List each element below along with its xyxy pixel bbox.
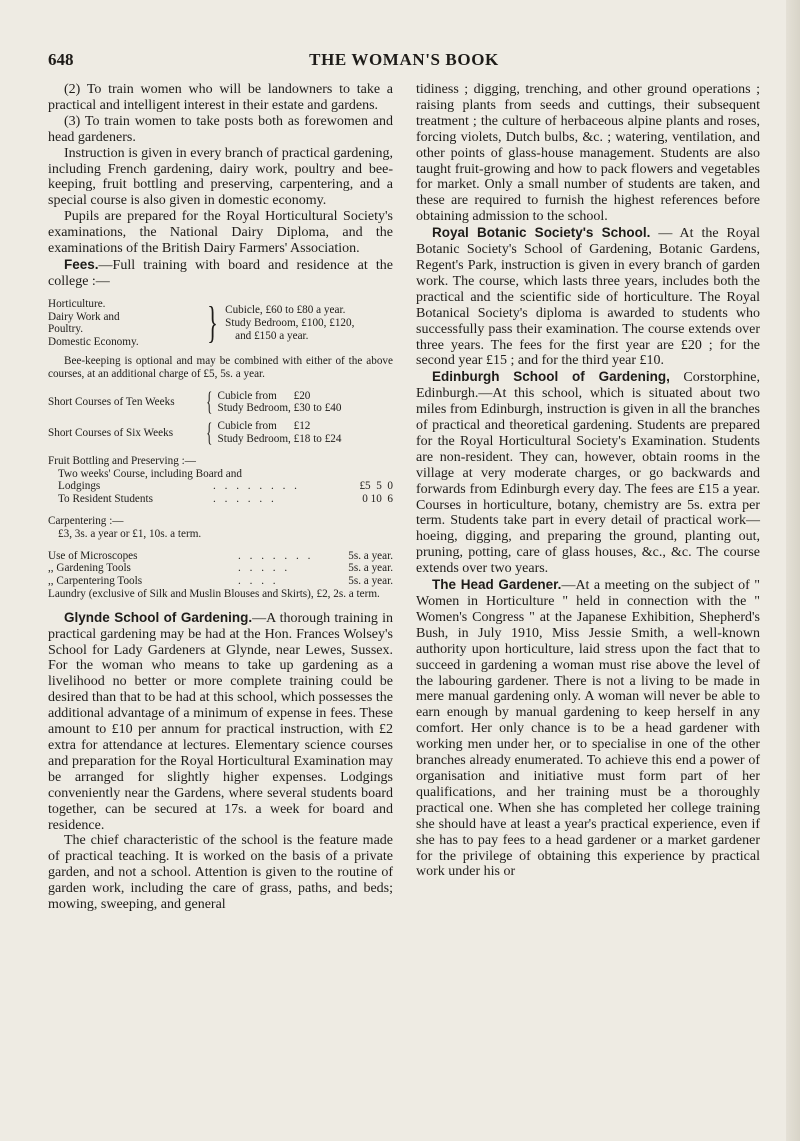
edinburgh-paragraph [416, 369, 760, 577]
brace-glyph: } [207, 298, 218, 348]
short-course-six [48, 417, 393, 447]
paragraph: tidiness ; digging, trenching, and other ground operations ; raising plants from seeds and cuttings, their subsequent treatment ; the culture of herbaceous alpine plants and roses, forcing violets, Dutch bulbs, &c. ; watering, ventilation, and other points of glass-house management. Students are also taught fruit-growing and how to pack flowers and vegetables for market. Only a small number of students are taken, and these are required to furnish the highest references before obtaining admission to the school. [416, 82, 760, 225]
head-gardener-text: —At a meeting on the subject of " Women in Horticulture " held in connection with the " Women's Congress " at the Japanese Exhibition, Shepherd's Bush, in July 1910, Miss Jessie Smith, a well-known authority upon horticulture, laid stress upon the fact that to succeed in gardening a woman must rise above the level of the labouring gardener. There is not a living to be made in mere manual gardening only. A woman will never be able to earn enough by manual gardening to keep herself in any comfort. Her only chance is to be a head gardener with working men under her, or to specialise in one of the other branches already enumerated. To achieve this end a power of organisation and initiative must form part of her qualifications, and her training must be a thoroughly practical one. When she has completed her college training she should have at least a year's practical experience, even if she has to pay fees to a head gardener or a market gardener for the privilege of obtaining this experience by practical work under his or [416, 578, 760, 880]
carp-line: £3, 3s. a year or £1, 10s. a term. [58, 527, 202, 540]
fruit-bottling-fees [48, 455, 393, 506]
fee-line: Cubicle, £60 to £80 a year. [225, 304, 346, 317]
section-heading: Glynde School of Gardening. [64, 609, 253, 625]
bee-keeping-note: Bee-keeping is optional and may be combined with either of the above courses, at an additional charge of £5, 5s. a year. [48, 354, 393, 380]
right-column [416, 82, 760, 880]
carp-title: Carpentering :— [48, 514, 124, 527]
fee-value: £5 5 0 [359, 480, 393, 493]
left-column [48, 82, 393, 913]
fee-label: To Resident Students [58, 493, 153, 506]
royal-botanic-paragraph [416, 225, 760, 369]
fee-value: 0 10 6 [362, 493, 393, 506]
leader-dots: . . . . [238, 575, 279, 588]
course-label: Domestic Economy. [48, 336, 139, 349]
fee-label: ,, Carpentering Tools [48, 575, 143, 588]
short-course-label: Short Courses of Ten Weeks [48, 395, 175, 408]
fee-line: Study Bedroom, £18 to £24 [217, 432, 342, 445]
fee-value: 5s. a year. [348, 549, 393, 562]
laundry-note: Laundry (exclusive of Silk and Muslin Blouses and Skirts), £2, 2s. a term. [48, 587, 380, 600]
paragraph: (3) To train women to take posts both as forewomen and head gardeners. [48, 113, 393, 145]
section-heading: Royal Botanic Society's School. [432, 225, 651, 241]
fee-label: ,, Gardening Tools [48, 562, 131, 575]
section-heading: The Head Gardener. [432, 577, 562, 593]
fee-label: Lodgings [58, 480, 101, 493]
running-title: THE WOMAN'S BOOK [309, 50, 499, 69]
paragraph: Instruction is given in every branch of practical gardening, including French gardening, dairy work, poultry and bee-keeping, fruit bottling and preserving, carpentering, and a special course is also given in domestic economy. [48, 145, 393, 209]
fee-line: and £150 a year. [235, 329, 309, 342]
leader-dots: . . . . . . . [238, 549, 314, 562]
fee-row [48, 550, 393, 563]
equipment-fees [48, 550, 393, 601]
course-label: Horticulture. [48, 297, 106, 310]
fee-list [225, 304, 393, 342]
course-label: Poultry. [48, 323, 84, 336]
brace-glyph: { [206, 387, 213, 417]
section-heading: Edinburgh School of Gardening, [432, 369, 670, 385]
page-number: 648 [48, 50, 74, 69]
fruit-title: Fruit Bottling and Preserving :— [48, 454, 196, 467]
fees-table [48, 298, 393, 349]
section-heading: Fees. [64, 256, 99, 272]
brace-glyph: { [206, 417, 213, 447]
fee-line: Study Bedroom, £100, £120, [225, 316, 355, 329]
carpentering-fees [48, 515, 393, 541]
fees-paragraph [48, 257, 393, 290]
royal-botanic-text: — At the Royal Botanic Society's School of Gardening, Botanic Gardens, Regent's Park, instruction is given in every branch of garden work. The course, which lasts three years, includes both the practical and the scientific side of horticulture. The Royal Botanical Society's diploma is awarded to students who successfully pass their examination. The course extends over three years. The fees for the first year are £20 ; for the second year £15 ; and for the third year £10. [416, 226, 760, 369]
fee-value: 5s. a year. [348, 575, 393, 588]
leader-dots: . . . . . [238, 562, 291, 575]
paragraph: (2) To train women who will be landowners to take a practical and intelligent interest in their estate and gardens. [48, 82, 393, 113]
course-list [48, 298, 200, 349]
fee-line: Study Bedroom, £30 to £40 [217, 402, 342, 415]
page-edge [786, 0, 800, 1141]
glynde-paragraph [48, 610, 393, 834]
head-gardener-paragraph [416, 577, 760, 880]
paragraph: The chief characteristic of the school is the feature made of practical teaching. It is worked on the basis of a private garden, and not a school. Attention is given to the routine of garden work, including the care of grass, paths, and beds; mowing, sweeping, and general [48, 833, 393, 913]
short-course-fees [217, 420, 341, 446]
fee-row [48, 480, 393, 493]
short-course-ten [48, 387, 393, 417]
page-header [48, 50, 760, 74]
fee-row [48, 493, 393, 506]
edinburgh-text: Corstorphine, Edinburgh.—At this school, which is situated about two miles from Edinburgh, instruction is given in all the branches of practical and theoretical gardening. Students are prepared for the Royal Horticultural Society's Examination. Students are non-resident. They can, however, obtain rooms in the village at very moderate charges, or go backwards and forwards from Edinburgh every day. The fees are £15 a year. Courses in horticulture, botany, chemistry are 5s. extra per term. Students take part in every detail of practical work—hoeing, digging, and preparing the ground, planting out, pruning, potting, care of glass houses, &c., &c. The course extends over two years. [416, 370, 760, 577]
short-course-label: Short Courses of Six Weeks [48, 426, 174, 439]
fee-row [48, 562, 393, 575]
fee-line: Cubicle from £20 [217, 389, 311, 402]
leader-dots: . . . . . . [213, 493, 277, 506]
glynde-text: —A thorough training in practical gardening may be had at the Hon. Frances Wolsey's School for Lady Gardeners at Glynde, near Lewes, Sussex. For the woman who means to take up gardening as a livelihood no better or more complete training could be desired than that to be had at this school, which possesses the additional advantage of a minimum of expense in fees. These amount to £10 per annum for practical instruction, with £2 extra for attendance at lectures. Elementary science courses and preparation for the Royal Horticultural Examination may be arranged for slightly higher expenses. Lodgings conveniently near the Gardens, where several students board together, can be secured at 17s. a week for board and residence. [48, 610, 393, 833]
fee-value: 5s. a year. [348, 562, 393, 575]
paragraph: Pupils are prepared for the Royal Horticultural Society's examinations, the National Dairy Diploma, and the examinations of the British Dairy Farmers' Association. [48, 209, 393, 257]
fruit-line: Two weeks' Course, including Board and [58, 467, 242, 480]
fee-label: Use of Microscopes [48, 549, 138, 562]
fee-row [48, 575, 393, 588]
leader-dots: . . . . . . . . [213, 480, 300, 493]
fee-line: Cubicle from £12 [217, 420, 311, 433]
course-label: Dairy Work and [48, 310, 120, 323]
short-course-fees [217, 390, 341, 416]
fees-text: —Full training with board and residence at the college :— [48, 257, 393, 289]
